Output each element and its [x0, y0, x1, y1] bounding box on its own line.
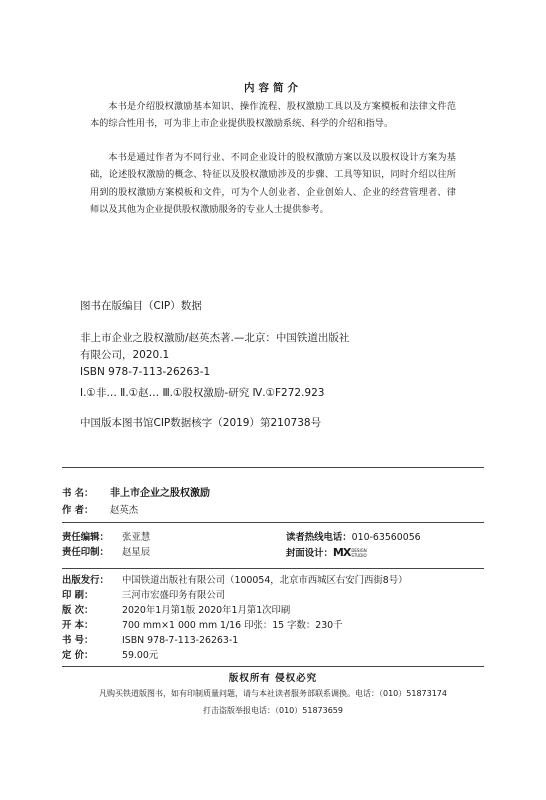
isbn-label: 书 号：: [62, 635, 94, 646]
divider-top: [62, 467, 484, 468]
copyright-title: 版权所有 侵权必究: [228, 673, 318, 684]
cover-design-label: 封面设计：: [286, 547, 333, 559]
cip-line-1: 非上市企业之股权激励/赵英杰著.—北京：中国铁道出版社: [80, 332, 350, 344]
intro-paragraph-1-text: 本书是介绍股权激励基本知识、操作流程、股权激励工具以及方案模板和法律文件范本的综合性用书，可为非上市企业提供股权激励系统、科学的介绍和指导。: [90, 101, 456, 130]
intro-paragraph-2: [90, 149, 456, 219]
intro-paragraph-2-text: 本书是通过作者为不同行业、不同企业设计的股权激励方案以及以股权设计方案为基础，论述股权激励的概念、特征以及股权激励涉及的步骤、工具等知识，同时介绍以往所用到的股权激励方案模板和文件，可为个人创业者、企业创始人、企业的经营管理者、律师以及其他为企业提供股权激励服务的专业人士提供参考。: [90, 152, 456, 216]
divider-lower: [62, 568, 484, 569]
printing-label: 责任印制：: [62, 547, 109, 558]
price-row: [62, 649, 158, 663]
printing-name: 赵星辰: [122, 547, 151, 558]
isbn-row: [62, 634, 238, 648]
editor-label: 责任编辑：: [62, 532, 109, 543]
book-title-label: 书 名：: [62, 488, 94, 499]
cip-line-3: ISBN 978-7-113-26263-1: [80, 366, 211, 378]
cover-design-logo: MX: [332, 546, 351, 559]
print-row: [62, 589, 225, 603]
divider-bottom: [62, 666, 484, 667]
publisher-label: 出版发行：: [62, 575, 109, 586]
cip-block-main: [80, 330, 480, 381]
book-author: 赵英杰: [110, 505, 139, 516]
cover-design-row: [286, 546, 367, 561]
intro-paragraph-1: [90, 98, 456, 133]
price-label: 定 价：: [62, 650, 94, 661]
cip-record-number: 中国版本图书馆CIP数据核字（2019）第210738号: [80, 417, 322, 429]
book-author-label: 作 者：: [62, 505, 94, 516]
book-title-row: [62, 487, 210, 501]
hotline-number: 010-63560056: [351, 532, 421, 543]
publisher-row: [62, 574, 408, 588]
hotline-row: [286, 531, 421, 545]
format-label: 开 本：: [62, 620, 94, 631]
book-title: 非上市企业之股权激励: [110, 488, 210, 499]
publisher-value: 中国铁道出版社有限公司（100054，北京市西城区右安门西街8号）: [122, 575, 408, 586]
cip-line-2: 有限公司，2020.1: [80, 349, 170, 361]
cip-heading: 图书在版编目（CIP）数据: [80, 300, 202, 312]
format-value: 700 mm×1 000 mm 1/16 印张：15 字数：230千: [122, 620, 343, 631]
print-value: 三河市宏盛印务有限公司: [122, 590, 226, 601]
book-author-row: [62, 504, 138, 518]
format-row: [62, 619, 343, 633]
copyright-service-line: 凡购买铁道版图书，如有印制质量问题，请与本社读者服务部联系调换。电话：（010）51873174: [99, 689, 447, 698]
edition-label: 版 次：: [62, 605, 94, 616]
price-value: 59.00元: [122, 650, 159, 661]
isbn-value: ISBN 978-7-113-26263-1: [122, 635, 239, 646]
printing-row: [62, 546, 150, 560]
hotline-label: 读者热线电话：: [286, 532, 352, 543]
intro-title: 内容简介: [244, 82, 302, 94]
editor-row: [62, 531, 150, 545]
cover-design-logo-sub: DESIGN STUDIO: [351, 548, 367, 558]
edition-row: [62, 604, 290, 618]
cip-classification: Ⅰ.①非… Ⅱ.①赵… Ⅲ.①股权激励-研究 Ⅳ.①F272.923: [80, 387, 325, 399]
print-label: 印 刷：: [62, 590, 94, 601]
copyright-piracy-line: 打击盗版举报电话：（010）51873659: [203, 706, 343, 715]
edition-value: 2020年1月第1版 2020年1月第1次印刷: [122, 605, 291, 616]
editor-name: 张亚慧: [122, 532, 151, 543]
divider-middle: [62, 522, 484, 523]
